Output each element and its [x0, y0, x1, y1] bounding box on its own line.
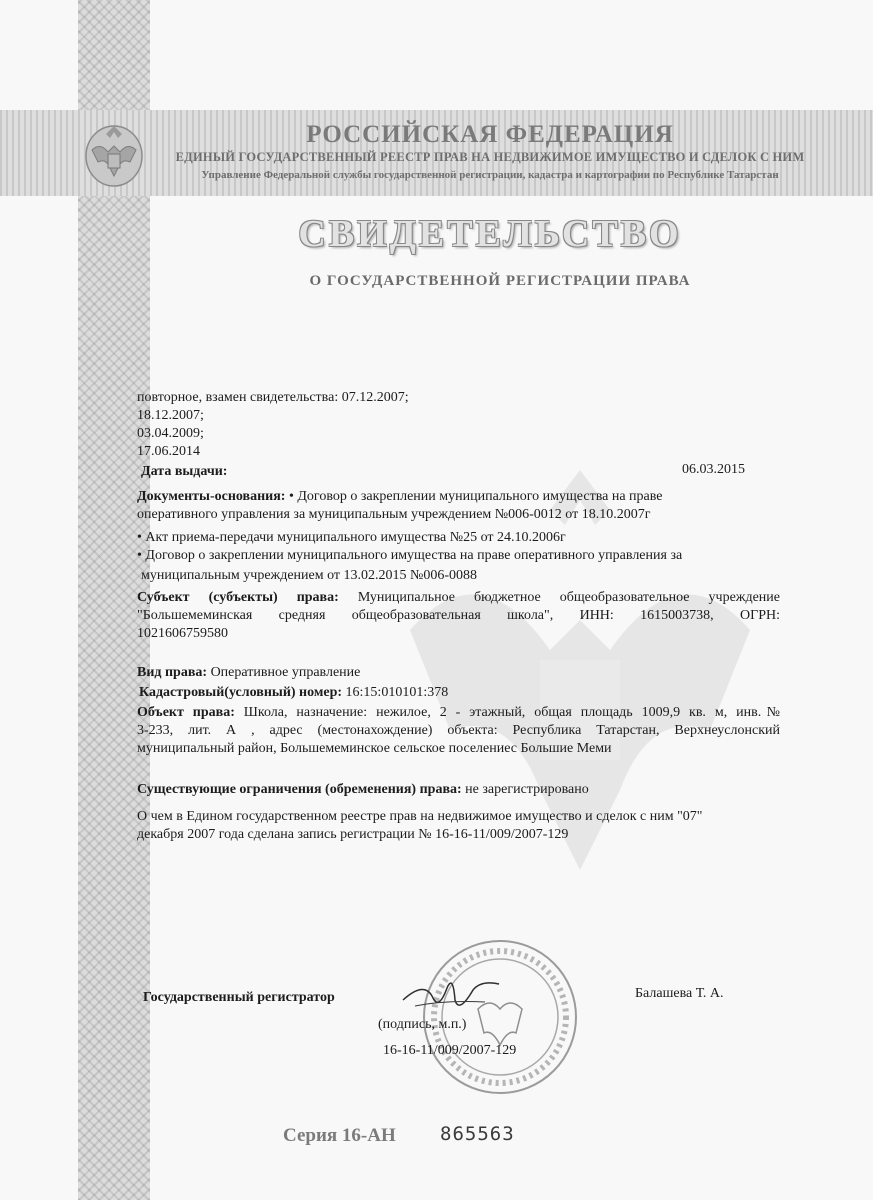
documents-item-3b: муниципальным учреждением от 13.02.2015 №006-0088 — [141, 568, 478, 583]
record-line-2: декабря 2007 года сделана запись регистрации № 16-16-11/009/2007-129 — [137, 827, 569, 842]
registrar-record-number: 16-16-11/009/2007-129 — [383, 1043, 517, 1058]
repeat-line-3: 03.04.2009; — [137, 426, 204, 441]
registrar-label: Государственный регистратор — [143, 990, 335, 1005]
documents-item-3a: • Договор о закреплении муниципального имущества на праве оперативного управления за — [137, 548, 683, 563]
object-line-3: муниципальный район, Большемеминское сельское поселениес Большие Меми — [137, 741, 612, 756]
object-line-1 — [137, 704, 780, 722]
right-type-value: Оперативное управление — [210, 665, 361, 680]
subject-line-1 — [137, 589, 780, 607]
documents-label: Документы-основания: — [137, 489, 286, 504]
subject-line-2: "Большемеминская средняя общеобразовательная школа", ИНН: 1615003738, ОГРН: — [137, 608, 780, 623]
issue-date-label: Дата выдачи: — [141, 464, 228, 479]
restrictions-label: Существующие ограничения (обременения) права: — [137, 782, 462, 797]
documents-line-1 — [137, 488, 663, 506]
right-type-label: Вид права: — [137, 665, 208, 680]
cadastral-label: Кадастровый(условный) номер: — [139, 685, 343, 700]
restrictions — [137, 781, 589, 799]
repeat-line-2: 18.12.2007; — [137, 408, 204, 423]
series-label: Серия 16-АН — [283, 1125, 396, 1146]
registry-title: ЕДИНЫЙ ГОСУДАРСТВЕННЫЙ РЕЕСТР ПРАВ НА НЕДВИЖИМОЕ ИМУЩЕСТВО И СДЕЛОК С НИМ — [175, 150, 805, 164]
documents-item-1a: • Договор о закреплении муниципального имущества на праве — [288, 489, 663, 504]
issue-date-value: 06.03.2015 — [682, 462, 745, 477]
cadastral-number — [139, 684, 448, 702]
serial-number: 865563 — [440, 1123, 515, 1145]
coat-of-arms-icon — [80, 112, 148, 194]
right-type — [137, 664, 360, 682]
restrictions-value: не зарегистрировано — [465, 782, 589, 797]
subject-value-1: Муниципальное бюджетное общеобразовательное учреждение — [357, 590, 781, 605]
signature-hint: (подпись, м.п.) — [378, 1017, 467, 1032]
object-value-1: Школа, назначение: нежилое, 2 - этажный, общая площадь 1009,9 кв. м, инв.№ — [243, 705, 780, 720]
object-label: Объект права: — [137, 705, 235, 720]
document-title: СВИДЕТЕЛЬСТВО — [298, 213, 682, 255]
signature-icon — [395, 970, 505, 1020]
document-subtitle: О ГОСУДАРСТВЕННОЙ РЕГИСТРАЦИИ ПРАВА — [309, 273, 691, 289]
documents-item-1b: оперативного управления за муниципальным учреждением №006-0012 от 18.10.2007г — [137, 507, 651, 522]
object-line-2: 3-233, лит. А , адрес (местонахождение) объекта: Республика Татарстан, Верхнеуслонский — [137, 723, 780, 738]
agency-title: Управление Федеральной службы государственной регистрации, кадастра и картографии по Республике Татарстан — [201, 169, 779, 181]
repeat-line-1: повторное, взамен свидетельства: 07.12.2007; — [137, 390, 409, 405]
registrar-name: Балашева Т. А. — [635, 986, 724, 1001]
record-line-1: О чем в Едином государственном реестре прав на недвижимое имущество и сделок с ним "07" — [137, 809, 703, 824]
documents-item-2: • Акт приема-передачи муниципального имущества №25 от 24.10.2006г — [137, 530, 566, 545]
subject-line-3: 1021606759580 — [137, 626, 228, 641]
cadastral-value: 16:15:010101:378 — [345, 685, 449, 700]
subject-label: Субъект (субъекты) права: — [137, 590, 339, 605]
country-title: РОССИЙСКАЯ ФЕДЕРАЦИЯ — [306, 121, 674, 148]
repeat-line-4: 17.06.2014 — [137, 444, 200, 459]
